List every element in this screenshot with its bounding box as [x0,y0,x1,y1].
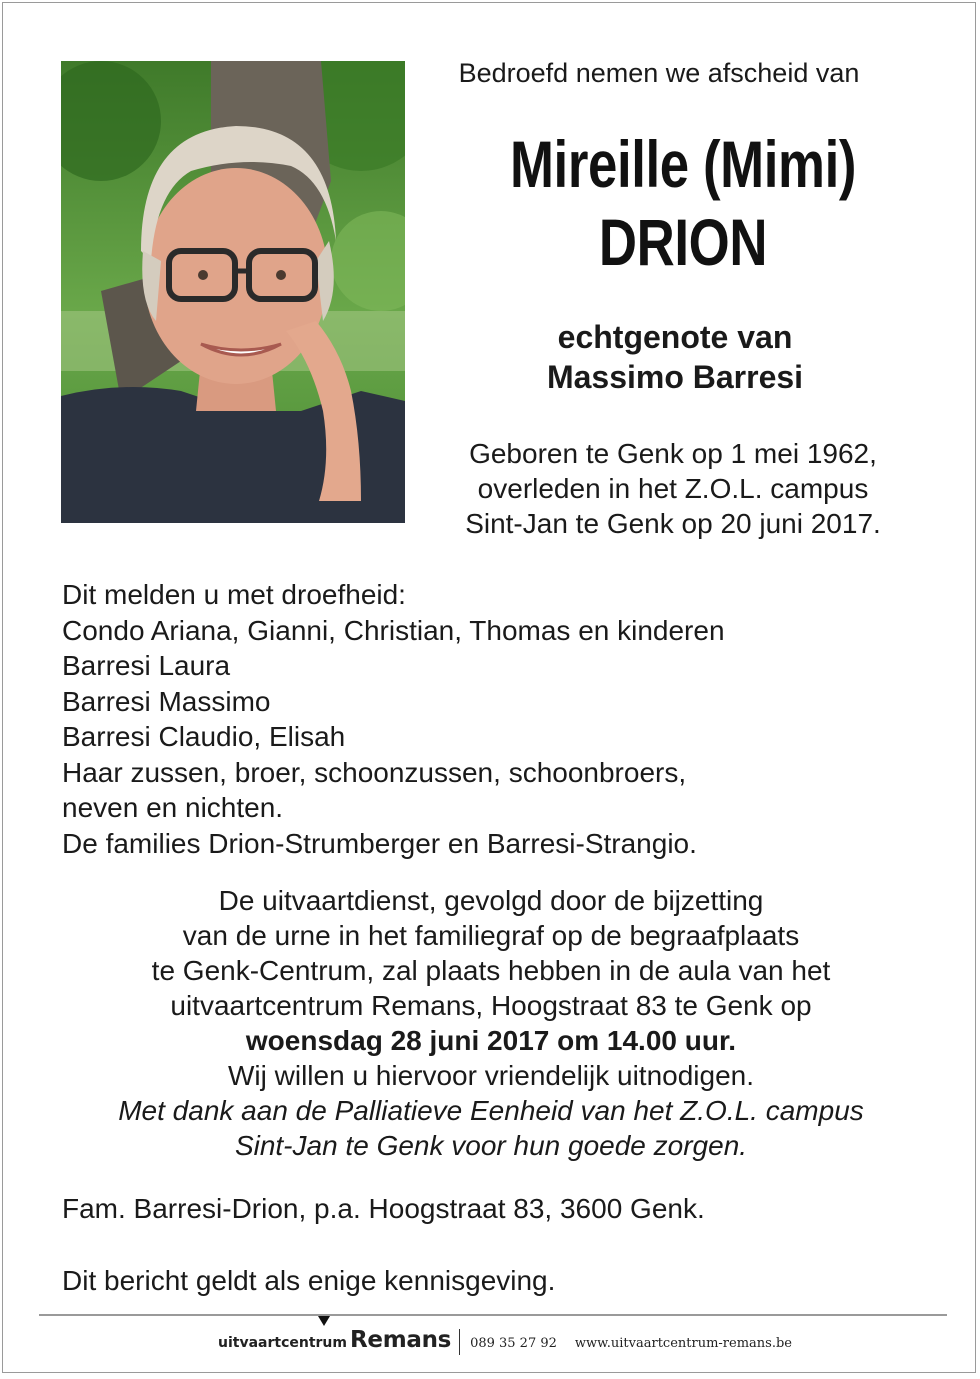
service-line: De uitvaartdienst, gevolgd door de bijzetting [218,885,764,916]
footer-phone: 089 35 27 92 [470,1336,557,1351]
portrait-photo [61,61,405,523]
mourner-line: Barresi Claudio, Elisah [62,721,346,752]
spouse-relation: echtgenote van [557,319,793,355]
funeral-home-footer [218,1327,792,1357]
mourner-line: Haar zussen, broer, schoonzussen, schoonbroers, [62,756,687,788]
spouse-info [403,317,947,397]
service-invite: Wij willen u hiervoor vriendelijk uitnodigen. [227,1060,755,1091]
mourner-line: Barresi Massimo [62,685,271,717]
footer-divider [39,1314,947,1316]
service-line: uitvaartcentrum Remans, Hoogstraat 83 te Genk op [170,990,812,1021]
thanks-line: Met dank aan de Palliatieve Eenheid van het Z.O.L. campus [118,1095,864,1126]
mourner-line: De families Drion-Strumberger en Barresi-Strangio. [62,827,697,859]
death-line-2: Sint-Jan te Genk op 20 juni 2017. [465,508,881,539]
mourners-list [62,577,942,861]
portrait-illustration [61,61,405,523]
mourner-line: Condo Ariana, Gianni, Christian, Thomas en kinderen [62,614,725,646]
mourner-line: neven en nichten. [62,792,284,823]
death-line-1: overleden in het Z.O.L. campus [477,473,869,504]
footer-separator [459,1329,460,1355]
triangle-marker-icon [318,1316,330,1326]
footer-prefix: uitvaartcentrum [218,1335,347,1351]
spouse-name: Massimo Barresi [546,359,804,395]
birth-death-info [403,436,943,541]
footer-brand: Remans [350,1327,452,1353]
mourners-heading: Dit melden u met droefheid: [62,579,406,610]
deceased-last-name: DRION [598,205,768,279]
notice-text: Dit bericht geldt als enige kennisgeving. [62,1265,556,1296]
intro-text: Bedroefd nemen we afscheid van [458,58,860,88]
mourner-line: Barresi Laura [62,650,231,681]
thanks-line: Sint-Jan te Genk voor hun goede zorgen. [234,1130,748,1161]
service-line: te Genk-Centrum, zal plaats hebben in de aula van het [151,955,831,986]
deceased-name [459,125,907,281]
service-date-time: woensdag 28 juni 2017 om 14.00 uur. [245,1025,737,1056]
funeral-service-info [33,883,949,1163]
deceased-first-name: Mireille (Mimi) [509,127,857,201]
footer-website: www.uitvaartcentrum-remans.be [574,1336,792,1351]
family-address: Fam. Barresi-Drion, p.a. Hoogstraat 83, 3600 Genk. [62,1193,705,1224]
obituary-card [2,2,976,1373]
birth-line: Geboren te Genk op 1 mei 1962, [469,438,877,469]
service-line: van de urne in het familiegraf op de begraafplaats [182,920,800,951]
